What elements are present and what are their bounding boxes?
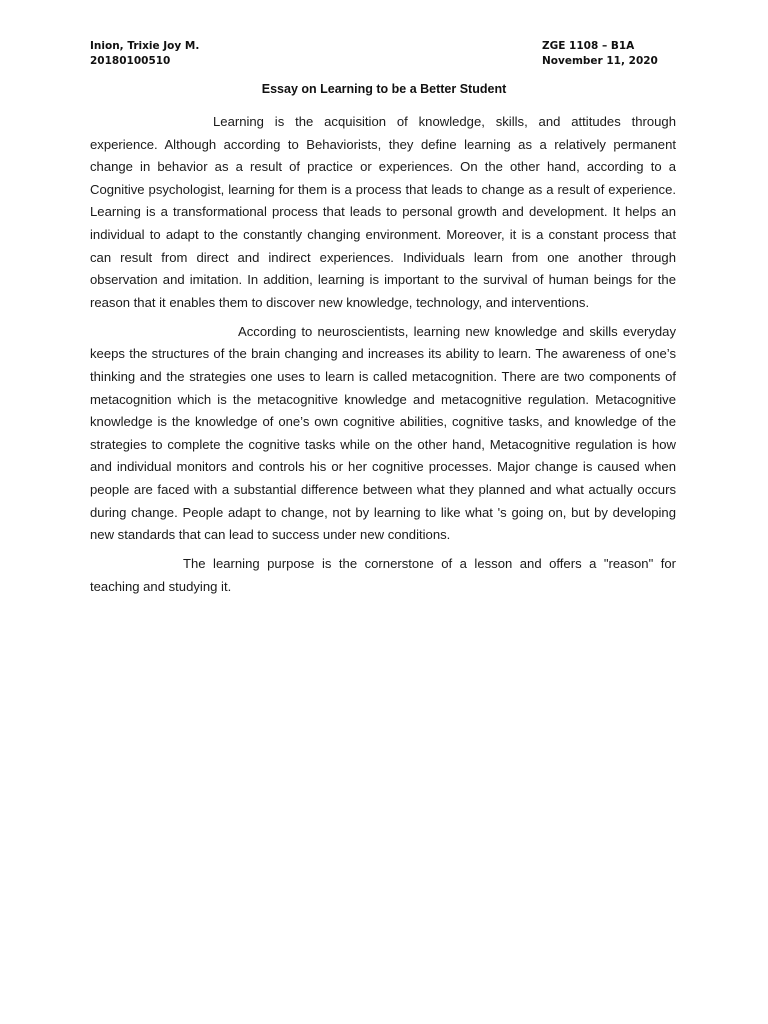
student-id: 20180100510 [90,55,171,67]
essay-title: Essay on Learning to be a Better Student [261,82,507,96]
essay-paragraph: The learning purpose is the cornerstone of a lesson and offers a "reason" for teaching and studying it. [90,556,676,594]
author-name: Inion, Trixie Joy M. [90,40,200,52]
header-author-block [90,39,199,69]
course-section: ZGE 1108 – B1A [542,40,635,52]
header-course-block [542,39,658,69]
essay-body [90,111,676,605]
essay-paragraph: Learning is the acquisition of knowledge, skills, and attitudes through experience. Although according to Behaviorists, they define learning as a relatively permanent change in behavior as a result of practice or experiences. On the other hand, according to a Cognitive psychologist, learning for them is a process that leads to change as a result of experience. Learning is a transformational process that leads to personal growth and development. It helps an individual to adapt to the constantly changing environment. Moreover, it is a constant process that can result from direct and indirect experiences. Individuals learn from one another through observation and imitation. In addition, learning is important to the survival of human beings for the reason that it enables them to discover new knowledge, technology, and interventions. [90,114,676,310]
document-date: November 11, 2020 [542,55,658,67]
essay-paragraph: According to neuroscientists, learning new knowledge and skills everyday keeps the structures of the brain changing and increases its ability to learn. The awareness of one’s thinking and the strategies one uses to learn is called metacognition. There are two components of metacognition which is the metacognitive knowledge and metacognitive regulation. Metacognitive knowledge is the knowledge of one’s own cognitive abilities, cognitive tasks, and knowledge of the strategies to complete the cognitive tasks while on the other hand, Metacognitive regulation is how and individual monitors and controls his or her cognitive processes. Major change is caused when people are faced with a substantial difference between what they planned and what actually occurs during change. People adapt to change, not by learning to like what 's going on, but by developing new standards that can lead to success under new conditions. [90,323,676,543]
